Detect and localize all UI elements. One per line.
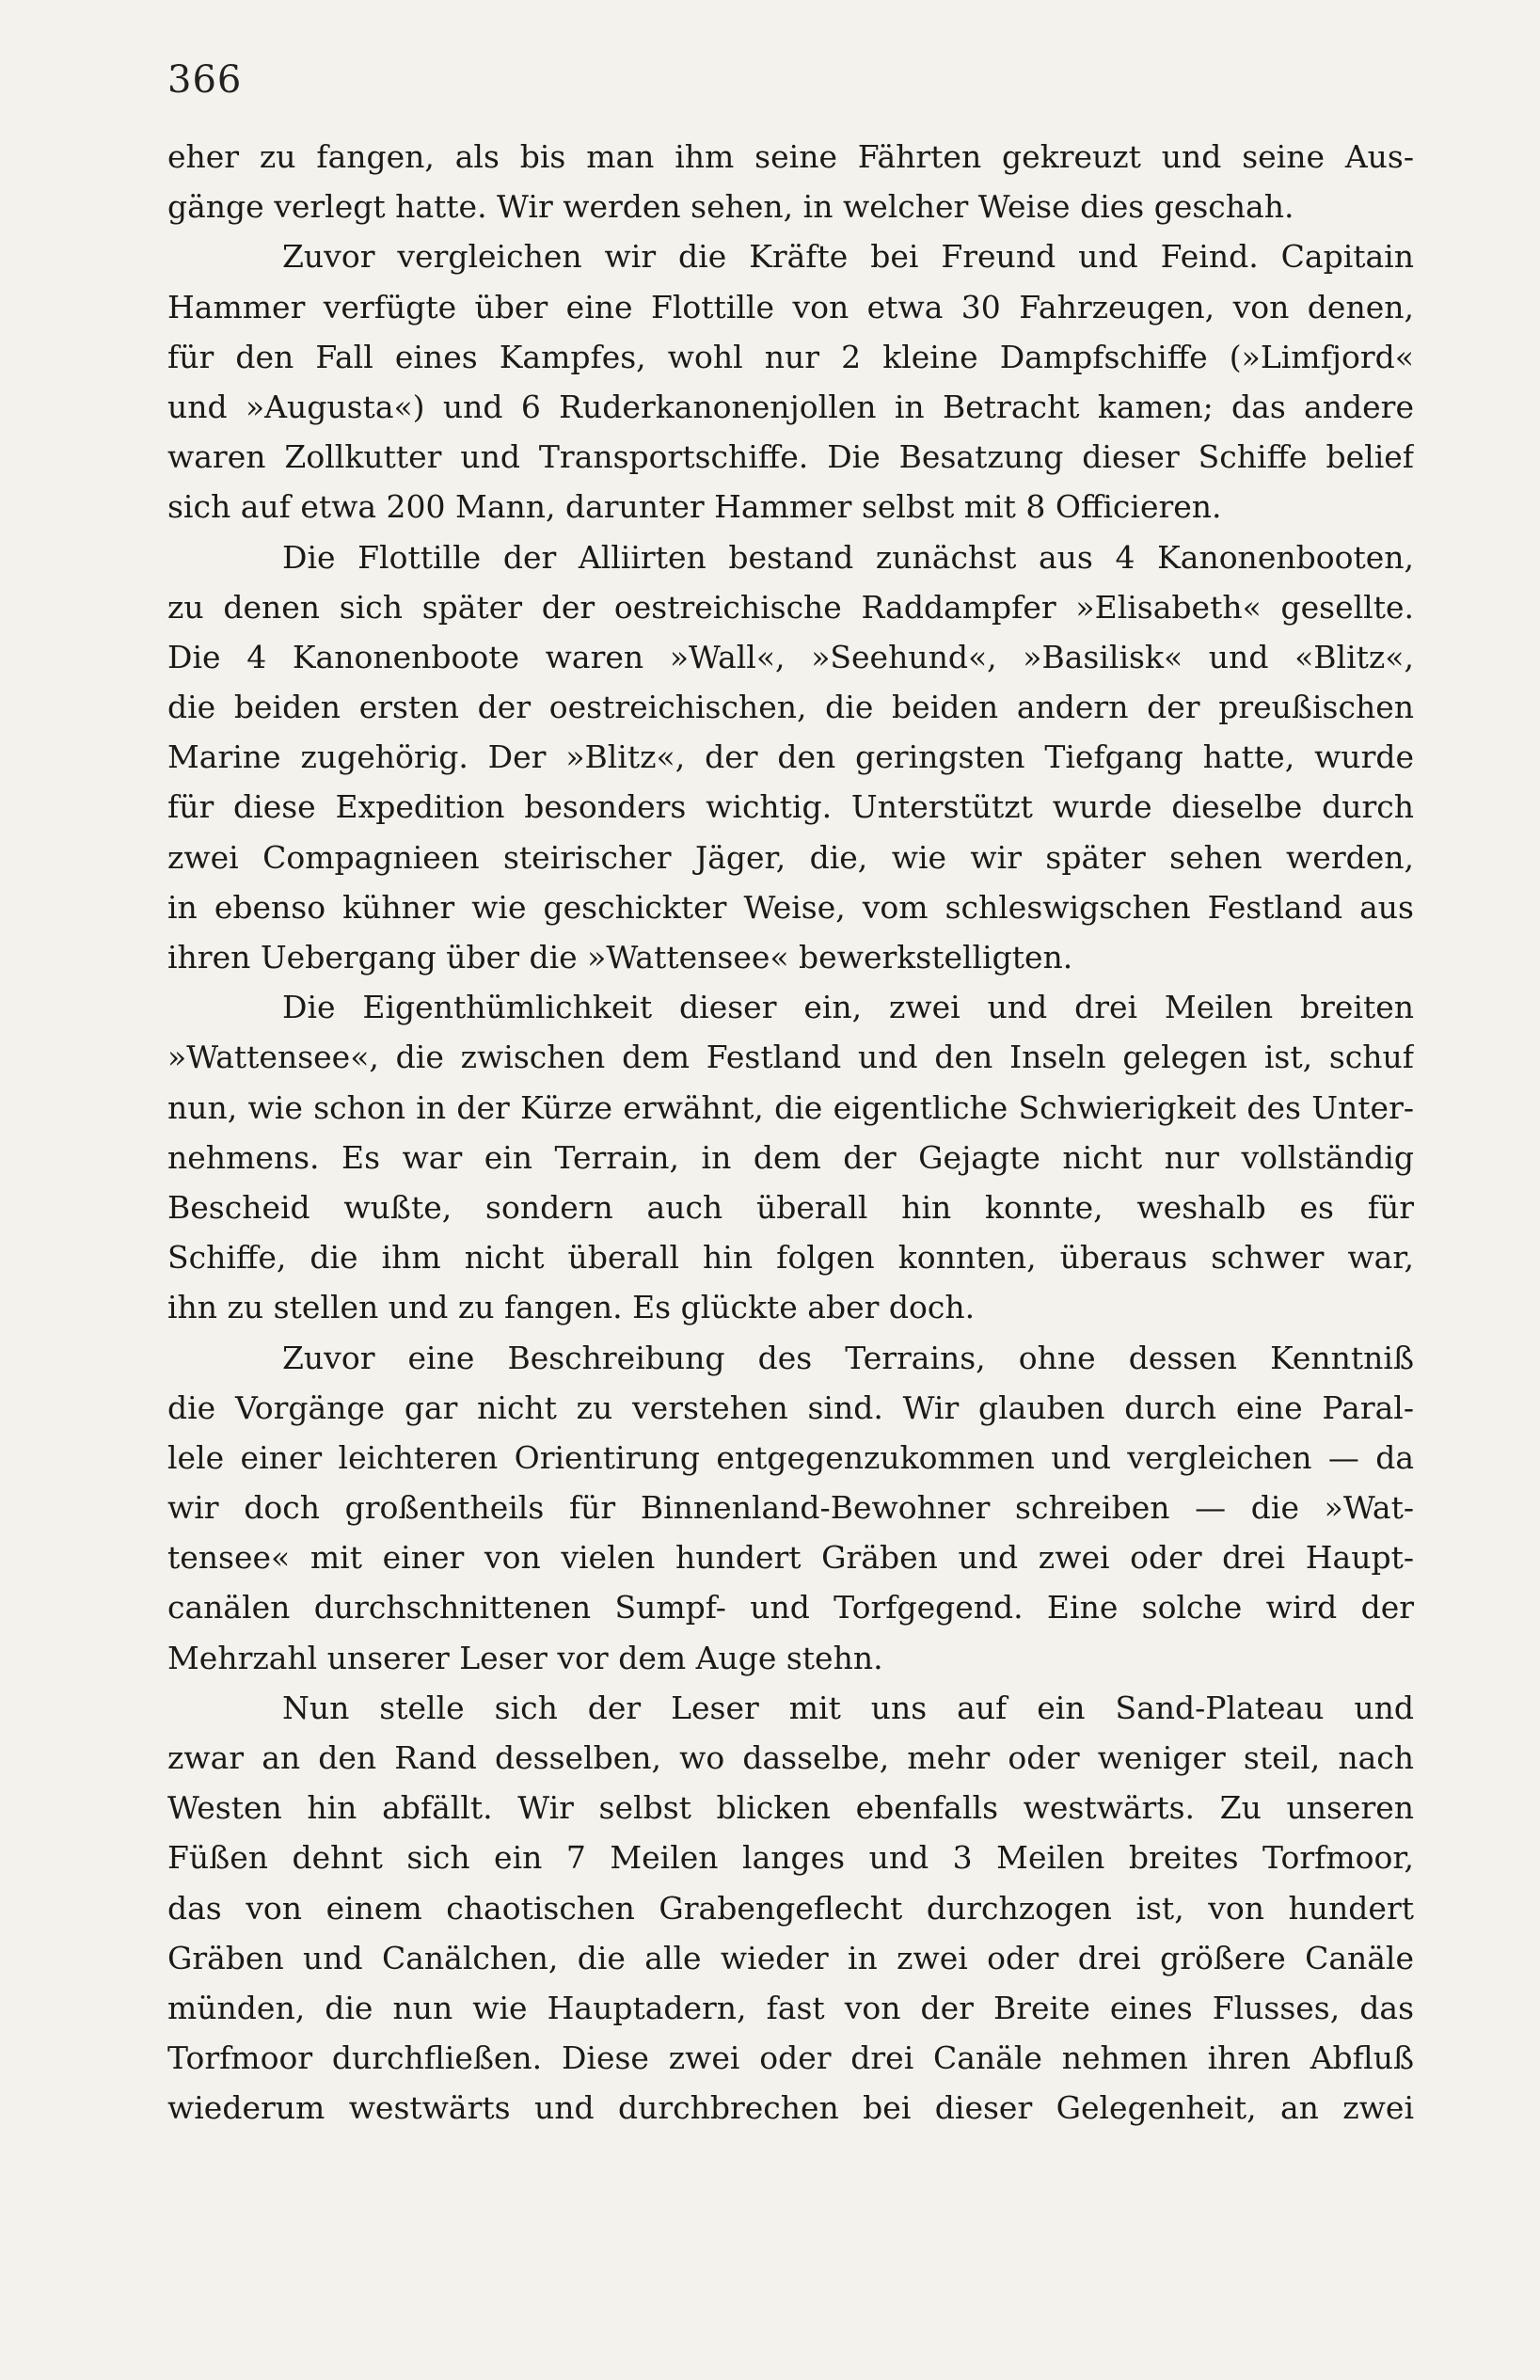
text-line: sich auf etwa 200 Mann, darunter Hammer selbst mit 8 Officieren. xyxy=(167,488,1222,526)
text-line: Füßen dehnt sich ein 7 Meilen langes und 3 Meilen breites Torfmoor, xyxy=(167,1839,1414,1877)
text-line: Nun stelle sich der Leser mit uns auf ein Sand-Plateau und xyxy=(282,1689,1414,1726)
text-line: für den Fall eines Kampfes, wohl nur 2 kleine Dampfschiffe (»Limfjord« xyxy=(167,338,1414,375)
text-line: Westen hin abfällt. Wir selbst blicken ebenfalls westwärts. Zu unseren xyxy=(167,1789,1414,1827)
text-line: ihn zu stellen und zu fangen. Es glückte aber doch. xyxy=(167,1289,976,1326)
text-line: Schiffe, die ihm nicht überall hin folgen konnten, überaus schwer war, xyxy=(167,1239,1414,1277)
text-line: das von einem chaotischen Grabengeflecht durchzogen ist, von hundert xyxy=(167,1889,1414,1927)
text-line: eher zu fangen, als bis man ihm seine Fährten gekreuzt und seine Aus- xyxy=(167,138,1414,175)
text-line: Torfmoor durchfließen. Diese zwei oder drei Canäle nehmen ihren Abfluß xyxy=(167,2039,1414,2077)
text-line: in ebenso kühner wie geschickter Weise, vom schleswigschen Festland aus xyxy=(167,888,1414,926)
text-line: Marine zugehörig. Der »Blitz«, der den geringsten Tiefgang hatte, wurde xyxy=(167,738,1414,776)
text-line: zwei Compagnieen steirischer Jäger, die, wie wir später sehen werden, xyxy=(167,838,1414,876)
body-text xyxy=(167,132,1414,2134)
text-line: wiederum westwärts und durchbrechen bei dieser Gelegenheit, an zwei xyxy=(167,2089,1414,2127)
text-line: nehmens. Es war ein Terrain, in dem der Gejagte nicht nur vollständig xyxy=(167,1138,1414,1176)
text-line: gänge verlegt hatte. Wir werden sehen, in welcher Weise dies geschah. xyxy=(167,188,1294,226)
text-line: »Wattensee«, die zwischen dem Festland und den Inseln gelegen ist, schuf xyxy=(167,1039,1414,1076)
text-line: Zuvor vergleichen wir die Kräfte bei Freund und Feind. Capitain xyxy=(282,238,1414,276)
paragraph xyxy=(167,532,1414,983)
text-line: Die Eigenthümlichkeit dieser ein, zwei und drei Meilen breiten xyxy=(282,989,1414,1026)
page-number: 366 xyxy=(167,58,243,102)
text-line: Bescheid wußte, sondern auch überall hin konnte, weshalb es für xyxy=(167,1188,1414,1226)
paragraph xyxy=(167,231,1414,532)
paragraph xyxy=(167,982,1414,1332)
text-line: Hammer verfügte über eine Flottille von etwa 30 Fahrzeugen, von denen, xyxy=(167,288,1414,325)
text-line: und »Augusta«) und 6 Ruderkanonenjollen in Betracht kamen; das andere xyxy=(167,388,1414,425)
text-line: Gräben und Canälchen, die alle wieder in zwei oder drei größere Canäle xyxy=(167,1939,1414,1976)
text-line: münden, die nun wie Hauptadern, fast von der Breite eines Flusses, das xyxy=(167,1989,1414,2026)
paragraph xyxy=(167,1333,1414,1683)
text-line: Mehrzahl unserer Leser vor dem Auge stehn. xyxy=(167,1639,883,1676)
text-line: tensee« mit einer von vielen hundert Gräben und zwei oder drei Haupt- xyxy=(167,1539,1414,1577)
text-line: Die Flottille der Alliirten bestand zunächst aus 4 Kanonenbooten, xyxy=(282,538,1414,576)
text-line: die Vorgänge gar nicht zu verstehen sind. Wir glauben durch eine Paral- xyxy=(167,1388,1414,1426)
text-line: nun, wie schon in der Kürze erwähnt, die eigentliche Schwierigkeit des Unter- xyxy=(167,1088,1414,1126)
text-line: lele einer leichteren Orientirung entgegenzukommen und vergleichen — da xyxy=(167,1438,1414,1476)
paragraph xyxy=(167,1683,1414,2134)
text-line: wir doch großentheils für Binnenland-Bewohner schreiben — die »Wat- xyxy=(167,1489,1414,1527)
text-line: zwar an den Rand desselben, wo dasselbe, mehr oder weniger steil, nach xyxy=(167,1739,1414,1776)
text-line: für diese Expedition besonders wichtig. Unterstützt wurde dieselbe durch xyxy=(167,788,1414,826)
paragraph xyxy=(167,132,1414,231)
text-line: ihren Uebergang über die »Wattensee« bewerkstelligten. xyxy=(167,939,1073,976)
text-line: waren Zollkutter und Transportschiffe. Die Besatzung dieser Schiffe belief xyxy=(167,438,1414,476)
text-line: canälen durchschnittenen Sumpf- und Torfgegend. Eine solche wird der xyxy=(167,1589,1414,1626)
text-line: Zuvor eine Beschreibung des Terrains, ohne dessen Kenntniß xyxy=(282,1339,1414,1376)
text-line: zu denen sich später der oestreichische Raddampfer »Elisabeth« gesellte. xyxy=(167,588,1414,626)
text-line: die beiden ersten der oestreichischen, die beiden andern der preußischen xyxy=(167,689,1414,726)
text-line: Die 4 Kanonenboote waren »Wall«, »Seehund«, »Basilisk« und «Blitz«, xyxy=(167,638,1414,675)
